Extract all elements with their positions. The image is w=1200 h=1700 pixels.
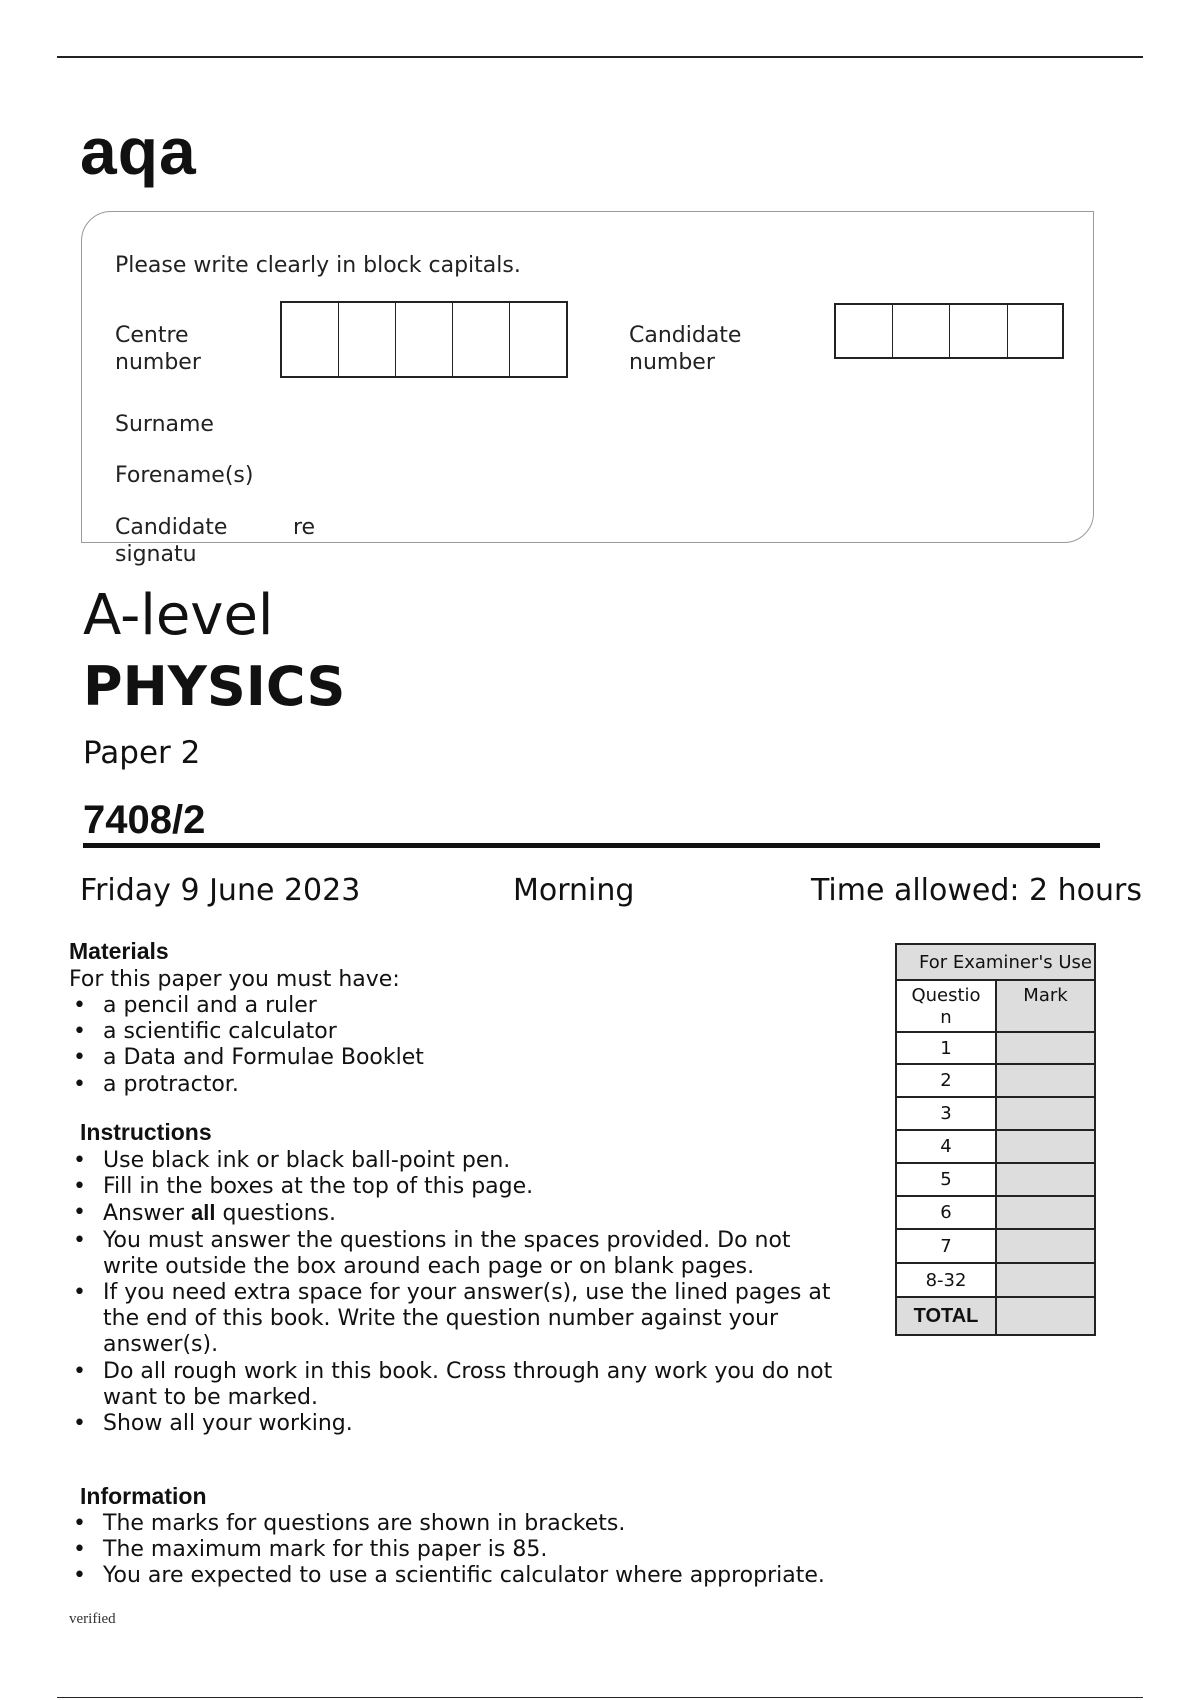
table-row — [896, 1229, 1095, 1263]
paper-number: Paper 2 — [83, 735, 201, 771]
time-allowed: Time allowed: 2 hours — [811, 873, 1143, 908]
mark-cell[interactable] — [996, 1263, 1095, 1297]
exam-session: Morning — [513, 873, 635, 908]
candidate-number-box[interactable] — [1008, 305, 1062, 357]
mark-cell[interactable] — [996, 1097, 1095, 1130]
table-row — [896, 1163, 1095, 1196]
candidate-number-box[interactable] — [893, 305, 950, 357]
centre-number-box[interactable] — [453, 303, 510, 376]
total-mark-cell[interactable] — [996, 1297, 1095, 1335]
mark-cell[interactable] — [996, 1032, 1095, 1064]
candidate-number-boxes — [834, 303, 1064, 359]
mark-cell[interactable] — [996, 1130, 1095, 1163]
list-item: • You are expected to use a scientific calculator where appropriate. — [70, 1563, 870, 1589]
top-rule — [57, 56, 1143, 58]
aqa-logo: aqa — [80, 114, 197, 188]
table-row — [896, 1263, 1095, 1297]
information-heading: Information — [80, 1483, 207, 1509]
examiners-use-title: For Examiner's Use — [896, 944, 1095, 980]
list-item: • The marks for questions are shown in brackets. — [70, 1511, 870, 1537]
instructions-heading: Instructions — [80, 1119, 212, 1145]
bottom-rule — [57, 1697, 1143, 1698]
signature-field[interactable] — [320, 508, 1080, 540]
mark-column-header: Mark — [996, 980, 1095, 1032]
materials-intro: For this paper you must have: — [69, 967, 400, 992]
title-divider — [83, 843, 1100, 848]
centre-number-box[interactable] — [282, 303, 339, 376]
table-row — [896, 1032, 1095, 1064]
signature-label-fragment: re — [293, 515, 316, 540]
table-row — [896, 1130, 1095, 1163]
list-item: • Answer all questions. — [70, 1200, 846, 1227]
candidate-signature-label: Candidate signatu — [115, 515, 228, 567]
question-number: 8-32 — [896, 1263, 996, 1297]
question-column-header: Questio n — [896, 980, 996, 1032]
candidate-number-box[interactable] — [836, 305, 893, 357]
table-row — [896, 1064, 1095, 1097]
total-label: TOTAL — [896, 1297, 996, 1335]
table-row — [896, 1297, 1095, 1335]
list-item: • If you need extra space for your answer(s), use the lined pages at the end of this book. Write the question number against your answer(s). — [70, 1280, 846, 1359]
list-item: • You must answer the questions in the spaces provided. Do not write outside the box around each page or on blank pages. — [70, 1228, 793, 1280]
information-list — [70, 1511, 870, 1590]
centre-number-label: Centre number — [115, 323, 201, 375]
mark-cell[interactable] — [996, 1163, 1095, 1196]
materials-heading: Materials — [69, 938, 169, 964]
materials-list — [70, 993, 830, 1098]
paper-code: 7408/2 — [83, 798, 206, 842]
mark-cell[interactable] — [996, 1196, 1095, 1229]
list-item: • Show all your working. — [70, 1411, 846, 1437]
question-number: 2 — [896, 1064, 996, 1097]
surname-field[interactable] — [260, 402, 1080, 440]
list-item: • a scientific calculator — [70, 1019, 830, 1045]
verified-watermark: verified — [69, 1611, 116, 1627]
question-number: 7 — [896, 1229, 996, 1263]
mark-cell[interactable] — [996, 1064, 1095, 1097]
subject-title: PHYSICS — [83, 655, 346, 718]
question-number: 1 — [896, 1032, 996, 1064]
centre-number-box[interactable] — [510, 303, 566, 376]
forenames-field[interactable] — [270, 453, 1080, 491]
centre-number-box[interactable] — [396, 303, 453, 376]
surname-label: Surname — [115, 412, 214, 437]
mark-cell[interactable] — [996, 1229, 1095, 1263]
examiners-use-table — [895, 943, 1096, 1336]
list-item: • Fill in the boxes at the top of this page. — [70, 1174, 846, 1200]
table-row — [896, 1196, 1095, 1229]
question-number: 4 — [896, 1130, 996, 1163]
list-item: • Do all rough work in this book. Cross through any work you do not want to be marked. — [70, 1359, 843, 1411]
list-item: • Use black ink or black ball-point pen. — [70, 1148, 846, 1174]
list-item: • The maximum mark for this paper is 85. — [70, 1537, 870, 1563]
list-item: • a pencil and a ruler — [70, 993, 830, 1019]
forenames-label: Forename(s) — [115, 463, 254, 488]
centre-number-box[interactable] — [339, 303, 396, 376]
candidate-number-label: Candidate number — [629, 323, 742, 375]
centre-number-boxes — [280, 301, 568, 378]
question-number: 5 — [896, 1163, 996, 1196]
block-capitals-instruction: Please write clearly in block capitals. — [115, 253, 521, 278]
table-row — [896, 1097, 1095, 1130]
question-number: 3 — [896, 1097, 996, 1130]
list-item: • a Data and Formulae Booklet — [70, 1045, 830, 1071]
exam-date: Friday 9 June 2023 — [80, 873, 361, 908]
question-number: 6 — [896, 1196, 996, 1229]
candidate-number-box[interactable] — [950, 305, 1008, 357]
list-item: • a protractor. — [70, 1072, 830, 1098]
instructions-list — [70, 1148, 846, 1437]
qualification-level: A-level — [83, 583, 274, 648]
